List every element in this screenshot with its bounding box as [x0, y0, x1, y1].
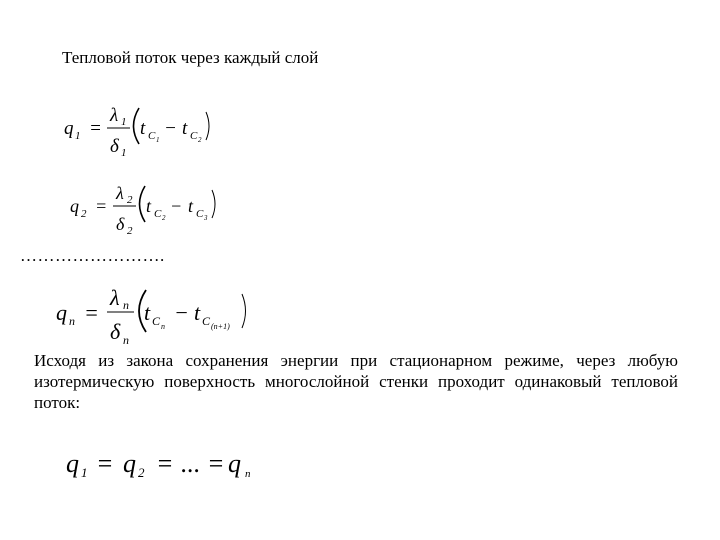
eqn-t1-C: C — [152, 314, 161, 328]
equation-equal-flux — [64, 444, 274, 488]
eq2-equals: = — [95, 196, 108, 216]
eqn-minus: − — [174, 300, 189, 325]
eq2-minus: − — [170, 196, 183, 216]
eq2-delta: δ — [116, 214, 125, 234]
ellipsis-dots: ……………………. — [20, 246, 165, 265]
eqn-delta-sub: n — [123, 333, 129, 347]
eqn-close-paren — [242, 294, 246, 328]
eq1-lhs-sub: 1 — [75, 130, 81, 142]
final-eq-3: = — [207, 449, 225, 478]
eq1-t2-sub: 2 — [198, 136, 202, 144]
eq2-open-paren — [140, 186, 146, 222]
eq1-close-paren — [206, 112, 209, 140]
eq2-t2: t — [188, 196, 194, 216]
section-heading: Тепловой поток через каждый слой — [62, 48, 319, 67]
eq1-t1-sub: 1 — [156, 136, 160, 144]
eqn-t1: t — [144, 300, 151, 325]
eq2-lambda: λ — [116, 183, 124, 203]
eq2-t2-C: C — [196, 208, 204, 220]
eq2-close-paren — [212, 190, 215, 218]
eqn-t1-sub: n — [161, 322, 165, 331]
eqn-lambda: λ — [110, 285, 120, 310]
eq1-equals: = — [89, 118, 102, 139]
final-q2: q — [123, 449, 136, 478]
eq1-t2: t — [182, 118, 188, 139]
eq1-minus: − — [164, 118, 177, 139]
final-ellipsis: ... — [181, 449, 201, 478]
eq1-lambda: λ — [110, 105, 119, 126]
eq2-t2-sub: 3 — [204, 214, 208, 222]
eqn-t2: t — [194, 300, 201, 325]
eq2-delta-sub: 2 — [127, 225, 133, 237]
eqn-lhs: q — [56, 300, 67, 325]
eq1-delta: δ — [110, 136, 119, 157]
eqn-equals: = — [84, 300, 99, 325]
final-q1: q — [66, 449, 79, 478]
eq2-lambda-sub: 2 — [127, 194, 133, 206]
equation-qn — [52, 278, 262, 350]
equation-q2 — [66, 176, 246, 246]
final-q2-sub: 2 — [138, 465, 145, 480]
eq2-lhs-sub: 2 — [81, 208, 87, 220]
eqn-lhs-sub: n — [69, 314, 75, 328]
eq2-t1-sub: 2 — [162, 214, 166, 222]
final-eq-1: = — [96, 449, 114, 478]
eq1-delta-sub: 1 — [121, 147, 127, 159]
eq1-t2-C: C — [190, 130, 198, 142]
eqn-delta: δ — [110, 319, 121, 344]
eqn-t2-C: C — [202, 314, 211, 328]
final-qn: q — [228, 449, 241, 478]
final-q1-sub: 1 — [81, 465, 88, 480]
eq1-lambda-sub: 1 — [121, 116, 127, 128]
eq2-lhs: q — [70, 196, 79, 216]
eq2-t1-C: C — [154, 208, 162, 220]
conservation-paragraph: Исходя из закона сохранения энергии при стационарном режиме, через любую изотермическую поверхность многослойной стенки проходит одинаковый тепловой поток: — [34, 351, 678, 412]
eq2-t1: t — [146, 196, 152, 216]
eqn-t2-sub: (n+1) — [211, 322, 230, 331]
final-qn-sub: n — [245, 468, 251, 480]
eq1-lhs: q — [64, 118, 74, 139]
eq1-open-paren — [134, 108, 140, 144]
eq1-t1-C: C — [148, 130, 156, 142]
eqn-lambda-sub: n — [123, 298, 129, 312]
eq1-t1: t — [140, 118, 146, 139]
final-eq-2: = — [156, 449, 174, 478]
equation-q1 — [60, 98, 240, 168]
